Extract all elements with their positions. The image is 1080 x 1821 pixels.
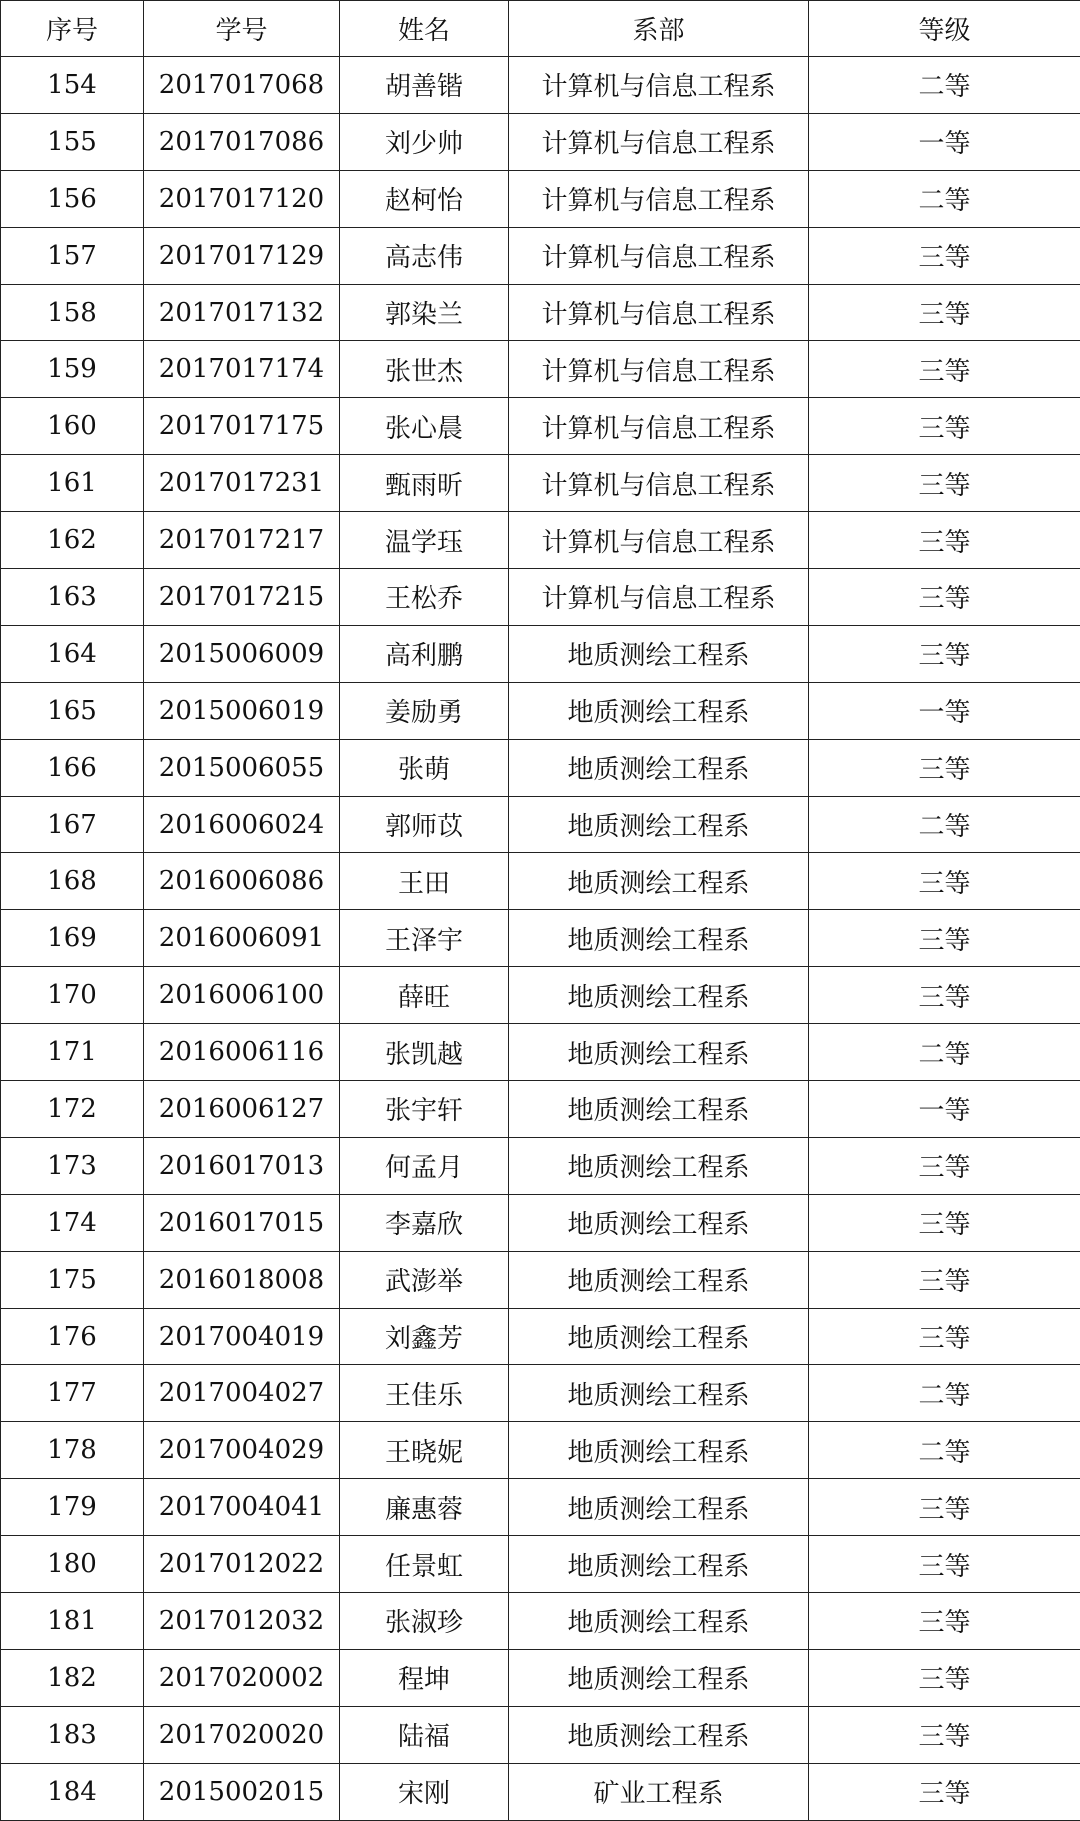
header-seq: 序号 [1, 1, 144, 57]
table-row [1, 1081, 1080, 1138]
cell-student-id: 2017004019 [144, 1308, 340, 1365]
header-department: 系部 [509, 1, 809, 57]
cell-seq: 180 [1, 1536, 144, 1593]
cell-name: 任景虹 [340, 1536, 509, 1593]
table-row [1, 1763, 1080, 1820]
cell-grade: 三等 [809, 398, 1080, 455]
cell-department: 计算机与信息工程系 [509, 398, 809, 455]
cell-seq: 182 [1, 1649, 144, 1706]
cell-seq: 166 [1, 739, 144, 796]
cell-student-id: 2017017174 [144, 341, 340, 398]
cell-grade: 三等 [809, 512, 1080, 569]
cell-department: 计算机与信息工程系 [509, 113, 809, 170]
cell-department: 地质测绘工程系 [509, 1081, 809, 1138]
cell-student-id: 2017017068 [144, 57, 340, 114]
cell-student-id: 2016006091 [144, 910, 340, 967]
cell-student-id: 2017017120 [144, 170, 340, 227]
table-row [1, 284, 1080, 341]
cell-seq: 162 [1, 512, 144, 569]
cell-department: 计算机与信息工程系 [509, 512, 809, 569]
cell-name: 张心晨 [340, 398, 509, 455]
cell-name: 张凯越 [340, 1024, 509, 1081]
cell-student-id: 2017012032 [144, 1593, 340, 1650]
cell-department: 地质测绘工程系 [509, 682, 809, 739]
cell-department: 地质测绘工程系 [509, 1479, 809, 1536]
cell-department: 地质测绘工程系 [509, 910, 809, 967]
cell-name: 王松乔 [340, 569, 509, 626]
cell-seq: 160 [1, 398, 144, 455]
cell-name: 郭染兰 [340, 284, 509, 341]
cell-department: 计算机与信息工程系 [509, 455, 809, 512]
cell-seq: 171 [1, 1024, 144, 1081]
cell-student-id: 2017020002 [144, 1649, 340, 1706]
cell-name: 武澎举 [340, 1251, 509, 1308]
cell-student-id: 2017017217 [144, 512, 340, 569]
cell-name: 李嘉欣 [340, 1194, 509, 1251]
cell-department: 计算机与信息工程系 [509, 170, 809, 227]
cell-seq: 169 [1, 910, 144, 967]
cell-student-id: 2016006116 [144, 1024, 340, 1081]
cell-department: 地质测绘工程系 [509, 1649, 809, 1706]
cell-grade: 三等 [809, 1137, 1080, 1194]
cell-department: 地质测绘工程系 [509, 1536, 809, 1593]
cell-seq: 155 [1, 113, 144, 170]
cell-student-id: 2017017215 [144, 569, 340, 626]
cell-student-id: 2016006086 [144, 853, 340, 910]
cell-seq: 174 [1, 1194, 144, 1251]
cell-department: 地质测绘工程系 [509, 1365, 809, 1422]
cell-department: 地质测绘工程系 [509, 1251, 809, 1308]
cell-name: 胡善锴 [340, 57, 509, 114]
cell-department: 地质测绘工程系 [509, 1593, 809, 1650]
cell-grade: 一等 [809, 682, 1080, 739]
cell-department: 计算机与信息工程系 [509, 227, 809, 284]
cell-grade: 三等 [809, 1763, 1080, 1820]
header-student-id: 学号 [144, 1, 340, 57]
table-row [1, 1422, 1080, 1479]
cell-seq: 165 [1, 682, 144, 739]
cell-department: 计算机与信息工程系 [509, 569, 809, 626]
cell-grade: 三等 [809, 1593, 1080, 1650]
cell-name: 张宇轩 [340, 1081, 509, 1138]
cell-student-id: 2017004029 [144, 1422, 340, 1479]
cell-student-id: 2016017013 [144, 1137, 340, 1194]
cell-department: 地质测绘工程系 [509, 1422, 809, 1479]
cell-student-id: 2016006100 [144, 967, 340, 1024]
cell-name: 郭师苡 [340, 796, 509, 853]
table-row [1, 739, 1080, 796]
cell-department: 地质测绘工程系 [509, 1308, 809, 1365]
cell-student-id: 2017012022 [144, 1536, 340, 1593]
cell-department: 地质测绘工程系 [509, 625, 809, 682]
cell-grade: 三等 [809, 1479, 1080, 1536]
cell-name: 陆福 [340, 1706, 509, 1763]
cell-student-id: 2017017129 [144, 227, 340, 284]
cell-grade: 三等 [809, 341, 1080, 398]
cell-grade: 三等 [809, 853, 1080, 910]
cell-name: 薛旺 [340, 967, 509, 1024]
cell-department: 地质测绘工程系 [509, 967, 809, 1024]
table-row [1, 1137, 1080, 1194]
cell-student-id: 2016006024 [144, 796, 340, 853]
cell-seq: 161 [1, 455, 144, 512]
cell-seq: 163 [1, 569, 144, 626]
table-row [1, 1251, 1080, 1308]
table-row [1, 1479, 1080, 1536]
cell-grade: 三等 [809, 1649, 1080, 1706]
cell-student-id: 2017017086 [144, 113, 340, 170]
cell-name: 王晓妮 [340, 1422, 509, 1479]
cell-student-id: 2017004041 [144, 1479, 340, 1536]
cell-grade: 一等 [809, 1081, 1080, 1138]
cell-grade: 三等 [809, 967, 1080, 1024]
cell-grade: 一等 [809, 113, 1080, 170]
header-grade: 等级 [809, 1, 1080, 57]
cell-department: 地质测绘工程系 [509, 739, 809, 796]
cell-name: 姜励勇 [340, 682, 509, 739]
cell-name: 程坤 [340, 1649, 509, 1706]
cell-seq: 157 [1, 227, 144, 284]
cell-student-id: 2017017231 [144, 455, 340, 512]
cell-grade: 二等 [809, 1024, 1080, 1081]
table-row [1, 625, 1080, 682]
cell-department: 地质测绘工程系 [509, 1024, 809, 1081]
cell-student-id: 2015006009 [144, 625, 340, 682]
cell-grade: 二等 [809, 1365, 1080, 1422]
table-body [1, 57, 1080, 1821]
table-row [1, 398, 1080, 455]
cell-student-id: 2015006019 [144, 682, 340, 739]
cell-department: 计算机与信息工程系 [509, 57, 809, 114]
cell-seq: 159 [1, 341, 144, 398]
cell-grade: 三等 [809, 910, 1080, 967]
cell-seq: 172 [1, 1081, 144, 1138]
cell-student-id: 2017020020 [144, 1706, 340, 1763]
table-row [1, 1706, 1080, 1763]
table-row [1, 967, 1080, 1024]
table-row [1, 57, 1080, 114]
cell-name: 王田 [340, 853, 509, 910]
table-row [1, 512, 1080, 569]
cell-seq: 170 [1, 967, 144, 1024]
cell-name: 张世杰 [340, 341, 509, 398]
cell-name: 廉惠蓉 [340, 1479, 509, 1536]
cell-department: 地质测绘工程系 [509, 796, 809, 853]
cell-department: 地质测绘工程系 [509, 1706, 809, 1763]
cell-seq: 175 [1, 1251, 144, 1308]
cell-student-id: 2016006127 [144, 1081, 340, 1138]
table-row [1, 341, 1080, 398]
cell-seq: 156 [1, 170, 144, 227]
cell-seq: 179 [1, 1479, 144, 1536]
cell-grade: 三等 [809, 739, 1080, 796]
table-row [1, 682, 1080, 739]
cell-student-id: 2017017132 [144, 284, 340, 341]
table-row [1, 853, 1080, 910]
cell-grade: 三等 [809, 1194, 1080, 1251]
cell-seq: 168 [1, 853, 144, 910]
cell-name: 甄雨昕 [340, 455, 509, 512]
cell-seq: 164 [1, 625, 144, 682]
cell-student-id: 2016017015 [144, 1194, 340, 1251]
table-row [1, 569, 1080, 626]
cell-name: 张萌 [340, 739, 509, 796]
cell-department: 地质测绘工程系 [509, 853, 809, 910]
cell-name: 何孟月 [340, 1137, 509, 1194]
cell-student-id: 2015006055 [144, 739, 340, 796]
header-row [1, 1, 1080, 57]
cell-grade: 二等 [809, 57, 1080, 114]
cell-name: 高志伟 [340, 227, 509, 284]
table-row [1, 1194, 1080, 1251]
cell-grade: 三等 [809, 455, 1080, 512]
cell-seq: 176 [1, 1308, 144, 1365]
cell-grade: 三等 [809, 569, 1080, 626]
cell-name: 高利鹏 [340, 625, 509, 682]
table-row [1, 1308, 1080, 1365]
cell-grade: 三等 [809, 1251, 1080, 1308]
cell-seq: 178 [1, 1422, 144, 1479]
table-row [1, 113, 1080, 170]
cell-grade: 二等 [809, 796, 1080, 853]
cell-seq: 158 [1, 284, 144, 341]
cell-grade: 三等 [809, 227, 1080, 284]
cell-grade: 二等 [809, 170, 1080, 227]
cell-name: 张淑珍 [340, 1593, 509, 1650]
cell-seq: 154 [1, 57, 144, 114]
cell-department: 矿业工程系 [509, 1763, 809, 1820]
table-row [1, 1024, 1080, 1081]
cell-seq: 173 [1, 1137, 144, 1194]
cell-grade: 三等 [809, 1308, 1080, 1365]
cell-student-id: 2017004027 [144, 1365, 340, 1422]
cell-seq: 181 [1, 1593, 144, 1650]
table-row [1, 227, 1080, 284]
header-name: 姓名 [340, 1, 509, 57]
cell-grade: 三等 [809, 1536, 1080, 1593]
cell-department: 计算机与信息工程系 [509, 284, 809, 341]
cell-name: 王佳乐 [340, 1365, 509, 1422]
cell-department: 地质测绘工程系 [509, 1137, 809, 1194]
cell-grade: 二等 [809, 1422, 1080, 1479]
cell-department: 计算机与信息工程系 [509, 341, 809, 398]
table-row [1, 796, 1080, 853]
cell-grade: 三等 [809, 625, 1080, 682]
cell-seq: 183 [1, 1706, 144, 1763]
cell-student-id: 2015002015 [144, 1763, 340, 1820]
table-row [1, 910, 1080, 967]
cell-seq: 184 [1, 1763, 144, 1820]
cell-department: 地质测绘工程系 [509, 1194, 809, 1251]
table-row [1, 1593, 1080, 1650]
table-row [1, 170, 1080, 227]
cell-student-id: 2016018008 [144, 1251, 340, 1308]
table-row [1, 1365, 1080, 1422]
cell-grade: 三等 [809, 1706, 1080, 1763]
table-row [1, 1649, 1080, 1706]
cell-name: 刘少帅 [340, 113, 509, 170]
cell-name: 赵柯怡 [340, 170, 509, 227]
table-header [1, 1, 1080, 57]
table-row [1, 455, 1080, 512]
cell-name: 温学珏 [340, 512, 509, 569]
cell-name: 宋刚 [340, 1763, 509, 1820]
cell-student-id: 2017017175 [144, 398, 340, 455]
table-row [1, 1536, 1080, 1593]
cell-seq: 167 [1, 796, 144, 853]
cell-seq: 177 [1, 1365, 144, 1422]
cell-grade: 三等 [809, 284, 1080, 341]
cell-name: 王泽宇 [340, 910, 509, 967]
cell-name: 刘鑫芳 [340, 1308, 509, 1365]
